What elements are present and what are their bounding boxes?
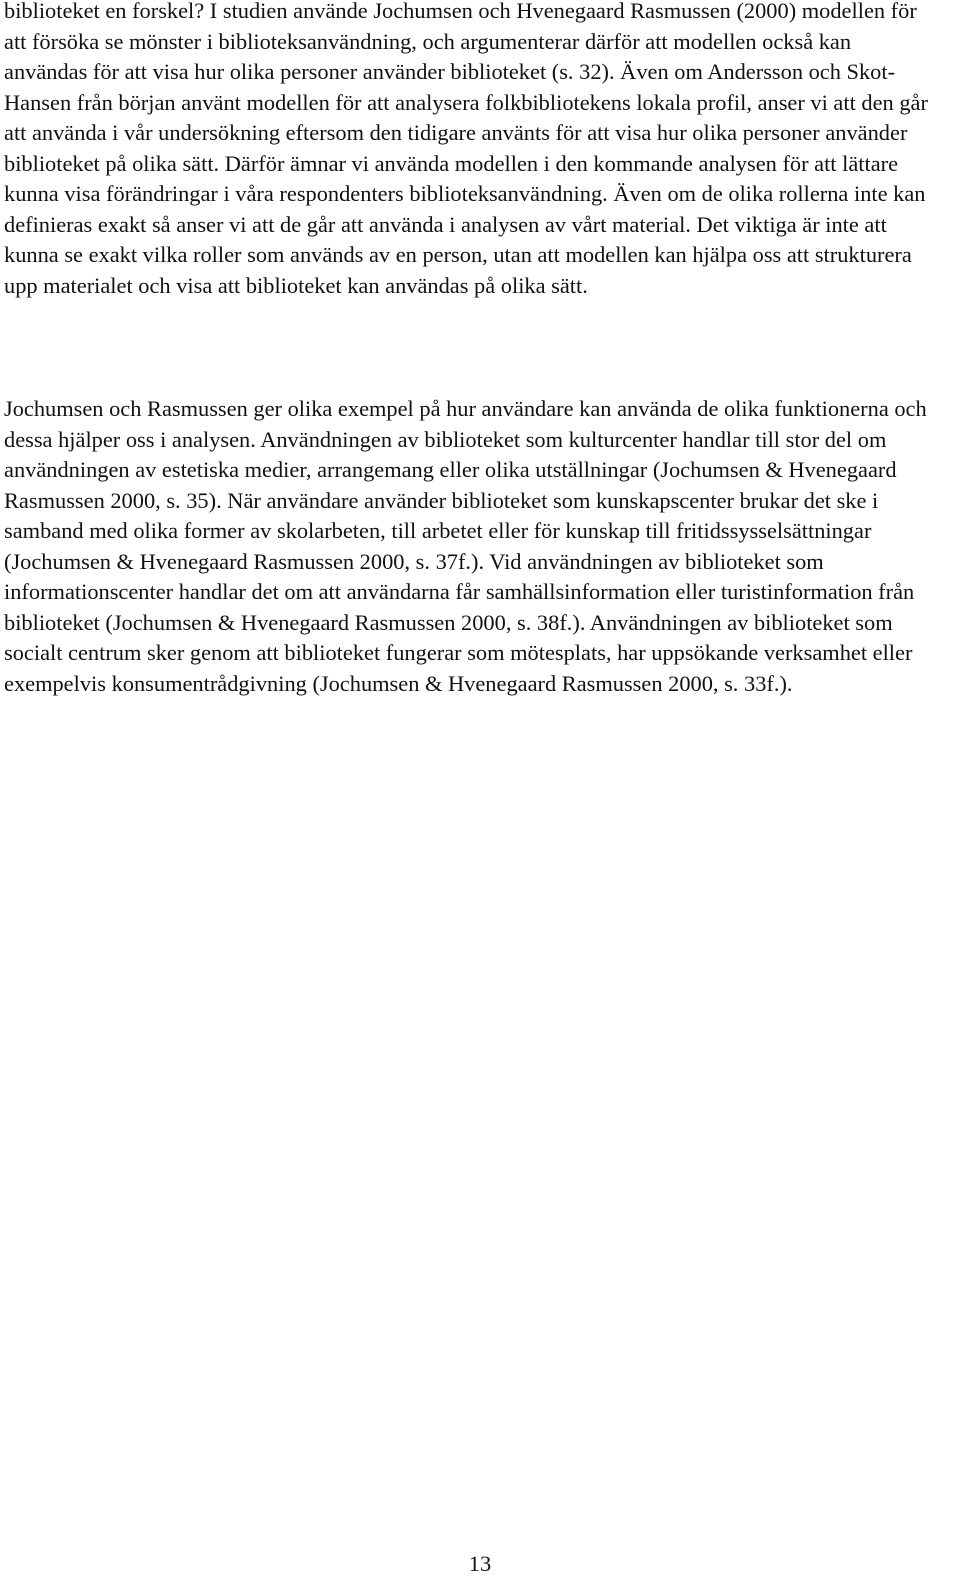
paragraph-library-functions-examples: Jochumsen och Rasmussen ger olika exempel på hur användare kan använda de olika funktionerna och dessa hjälper oss i analysen. Användningen av biblioteket som kulturcenter handlar till stor del om användningen av estetiska medier, arrangemang eller olika utställningar (Jochumsen & Hvenegaard Rasmussen 2000, s. 35). När användare använder biblioteket som kunskapscenter brukar det ske i samband med olika former av skolarbeten, till arbetet eller för kunskap till fritidssysselsättningar (Jochumsen & Hvenegaard Rasmussen 2000, s. 37f.). Vid användningen av biblioteket som informationscenter handlar det om att användarna får samhällsinformation eller turistinformation från biblioteket (Jochumsen & Hvenegaard Rasmussen 2000, s. 38f.). Användningen av biblioteket som socialt centrum sker genom att biblioteket fungerar som mötesplats, har uppsökande verksamhet eller exempelvis konsumentrådgivning (Jochumsen & Hvenegaard Rasmussen 2000, s. 33f.). — [4, 396, 927, 696]
page-number: 13 — [468, 1551, 492, 1576]
paragraph-library-model-discussion: biblioteket en forskel? I studien använde Jochumsen och Hvenegaard Rasmussen (2000) modellen för att försöka se mönster i biblioteksanvändning, och argumenterar därför att modellen också kan användas för att visa hur olika personer använder biblioteket (s. 32). Även om Andersson och Skot-Hansen från början använt modellen för att analysera folkbibliotekens lokala profil, anser vi att den går att använda i vår undersökning eftersom den tidigare använts för att visa hur olika personer använder biblioteket på olika sätt. Därför ämnar vi använda modellen i den kommande analysen för att lättare kunna visa förändringar i våra respondenters biblioteksanvändning. Även om de olika rollerna inte kan definieras exakt så anser vi att de går att använda i analysen av vårt material. Det viktiga är inte att kunna se exakt vilka roller som används av en person, utan att modellen kan hjälpa oss att strukturera upp materialet och visa att biblioteket kan användas på olika sätt. — [4, 0, 928, 298]
